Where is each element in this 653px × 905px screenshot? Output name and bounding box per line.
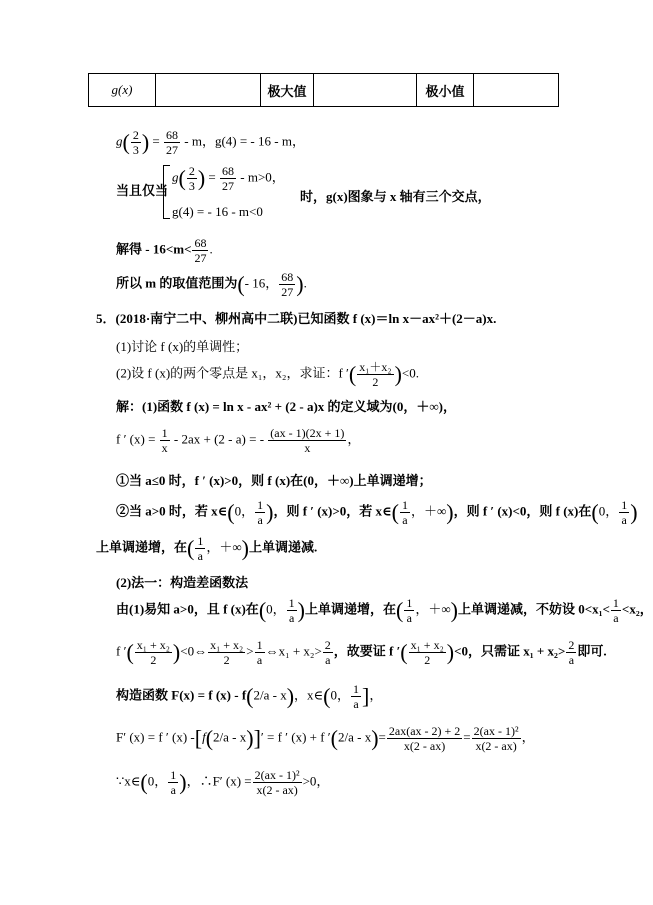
numerator: x₁ + x₂ (136, 638, 170, 652)
denominator: x (161, 441, 168, 455)
numerator: 1 (621, 498, 628, 512)
table-cell-max (261, 74, 314, 107)
numerator: 1 (257, 498, 264, 512)
text: - 16， (244, 275, 279, 291)
numerator: 1 (353, 682, 359, 696)
text: - m>0， (240, 169, 285, 185)
construct-line: 构造函数 F(x) = f (x) - f(2/a - x)，x∈(0， $\frac{1}{a}$ ]， (116, 682, 383, 711)
numerator: 68 (166, 128, 178, 142)
text: 上单调递增，在 (96, 539, 188, 555)
text: 2/a - x (337, 729, 372, 745)
text: 5．(2018·南宁二中、柳州高中二联)已知函数 f (x)＝ln x－ax²＋(2－a)x. (96, 311, 497, 326)
fraction (255, 498, 265, 527)
text: 解：(1)函数 f (x) = ln x - ax² + (2 - a)x 的定义域为(0，＋∞)， (116, 399, 456, 414)
denominator: a (256, 653, 263, 667)
numerator: 2 (132, 128, 139, 142)
denominator: 3 (188, 179, 195, 193)
text: ，＋∞ (410, 503, 447, 519)
text: ∵x∈ (116, 773, 141, 789)
fraction (472, 724, 521, 753)
math-line-3 (116, 236, 213, 265)
numerator: 2ax(ax - 2) + 2 (388, 724, 461, 738)
numerator: (ax - 1)(2x + 1) (270, 426, 345, 440)
text: - 2ax + (2 - a) = - (173, 431, 265, 447)
solution-1 (116, 396, 456, 415)
text: <0，只需证 x₁ + x₂> (454, 643, 566, 659)
fraction (387, 724, 462, 753)
text: 2/a - x (213, 729, 247, 745)
text: ，则 f ′ (x)>0，若 x∈ (273, 503, 392, 519)
table-row (89, 74, 559, 107)
text: 0， (330, 687, 350, 703)
fraction (195, 534, 205, 563)
denominator: 2 (150, 653, 157, 667)
cell-text: 极小值 (425, 83, 465, 99)
case-2-cont: 上单调递增，在( $\frac{1}{a}$ ，＋∞)上单调递减. (96, 534, 318, 563)
text: F′ (x) = f ′ (x) - (116, 729, 195, 745)
numerator: 68 (222, 164, 234, 178)
fraction (611, 596, 621, 625)
numerator: 1 (256, 638, 263, 652)
numerator: 1 (161, 426, 168, 440)
denominator: a (257, 513, 263, 527)
fraction (168, 768, 178, 797)
part-2-line-1: 由(1)易知 a>0，且 f (x)在(0， $\frac{1}{a}$ )上单调递增，在( $\frac{1}{a}$ ，＋∞)上单调递减，不妨设 0<x₁< $\frac{1}{a}$ <x₂， (116, 596, 653, 625)
problem-5 (96, 308, 496, 327)
text: 构造函数 F(x) = f (x) - f (116, 687, 247, 703)
problem-5-part-1 (116, 336, 248, 355)
numerator: 1 (406, 596, 413, 610)
fraction (253, 768, 302, 797)
denominator: a (170, 783, 176, 797)
numerator: 2(ax - 1)² (254, 768, 300, 782)
system-row-1: g( $\frac{2}{3}$ ) = $\frac{68}{27}$ - m>0， (172, 164, 285, 193)
numerator: 2 (324, 638, 331, 652)
numerator: 1 (197, 534, 204, 548)
fraction (187, 164, 197, 193)
fraction (619, 498, 629, 527)
cell-text: g(x) (111, 82, 133, 97)
numerator: 68 (281, 270, 294, 284)
denominator: a (568, 653, 575, 667)
text: = (152, 133, 160, 149)
fraction (279, 270, 295, 299)
text: ，则 f ′ (x)<0，则 f (x)在 (453, 503, 592, 519)
table-cell-min (417, 74, 474, 107)
text: >0， (302, 773, 330, 789)
numerator: x₁ + x₂ (410, 638, 444, 652)
fraction (566, 638, 576, 667)
fraction (164, 128, 180, 157)
conclusion-line: ∵x∈(0， $\frac{1}{a}$ )，∴F′ (x) = $\frac{\text{2(ax - 1)²}}{x(2 - ax)}$ >0， (116, 768, 330, 797)
numerator: 1 (401, 498, 408, 512)
fraction (208, 638, 245, 667)
text: 0， (234, 503, 255, 519)
table-cell-label (89, 74, 156, 107)
text: ，∴F′ (x) = (186, 773, 252, 789)
text: ′ (260, 729, 264, 745)
text: 上单调递减. (248, 539, 318, 555)
denominator: a (197, 549, 203, 563)
text: ①当 a≤0 时，f ′ (x)>0，则 f (x)在(0，＋∞)上单调递增； (116, 473, 432, 488)
fraction (409, 638, 446, 667)
cell-text: 极大值 (267, 83, 307, 99)
fraction (255, 638, 265, 667)
numerator: 68 (194, 236, 207, 250)
denominator: 27 (194, 251, 207, 265)
extrema-table (88, 73, 559, 107)
text: ，x∈ (294, 687, 324, 703)
text: ，故要证 f ′ (333, 643, 401, 659)
text: 0， (266, 601, 286, 617)
denominator: a (402, 513, 408, 527)
text: 上单调递增，在 (304, 601, 396, 617)
text: 0， (598, 503, 619, 519)
fraction (351, 682, 361, 711)
text: 当且仅当 (116, 183, 169, 198)
text: g (116, 133, 123, 149)
fraction (357, 360, 393, 389)
system-row-2 (172, 204, 263, 220)
math-line-4: 所以 m 的取值范围为(- 16， $\frac{68}{27}$ ). (116, 270, 307, 299)
text: <0⇔ (180, 643, 208, 659)
text: = (378, 729, 386, 745)
text: ， (347, 431, 361, 447)
text: ， (369, 687, 383, 703)
denominator: a (621, 513, 627, 527)
fraction (323, 638, 333, 667)
text: <0. (401, 365, 420, 381)
F-derivative-line: F′ (x) = f ′ (x) -[f(2/a - x)]′ = f ′ (x) + f ′(2/a - x)= $\frac{2ax(ax - 2) + 2}{x(2 - ax)}$ = $\frac{\text{2(ax - 1)²}}{x(2 - ax)}$ ， (116, 724, 535, 753)
part-2-heading (116, 572, 248, 591)
text: ②当 a>0 时，若 x∈ (116, 503, 228, 519)
problem-5-part-2: (2)设 f (x)的两个零点是 x₁，x₂，求证：f ′( $\frac{\text{x₁＋x₂}}{2}$ )<0. (116, 360, 420, 389)
text: ，＋∞ (415, 601, 451, 617)
text: f ′ (116, 643, 127, 659)
fraction (400, 498, 410, 527)
denominator: 3 (132, 143, 139, 157)
numerator: x₁＋x₂ (359, 360, 392, 374)
denominator: 27 (222, 179, 234, 193)
fraction (192, 236, 208, 265)
denominator: a (613, 611, 619, 625)
text: = f ′ (x) + f ′ (266, 729, 331, 745)
part-2-line-2: f ′( $\frac{\text{x₁ + x₂}}{2}$ )<0⇔ $\frac{\text{x₁ + x₂}}{2}$ > $\frac{1}{a}$ ⇔x₁ + x₂> $\frac{2}{a}$ ，故要证 f ′( $\frac{\text{x₁ + x₂}}{2}$ )<0，只需证 x₁ + x₂> $\frac{2}{a}$ 即可. (116, 638, 607, 667)
fraction (404, 596, 414, 625)
fraction (160, 426, 170, 455)
denominator: 27 (166, 143, 178, 157)
text: g(4) = - 16 - m<0 (172, 204, 263, 219)
numerator: 1 (288, 596, 295, 610)
text: 即可. (577, 643, 607, 659)
table-cell (314, 74, 417, 107)
denominator: a (353, 697, 359, 711)
text: (1)讨论 f (x)的单调性； (116, 339, 249, 354)
text: ，＋∞ (206, 539, 242, 555)
math-line-1: g( $\frac{2}{3}$ ) = $\frac{68}{27}$ - m，g(4) = - 16 - m， (116, 128, 305, 157)
table-cell (474, 74, 559, 107)
text: <x₂， (621, 601, 653, 617)
text: 时，g(x)图象与 x 轴有三个交点， (300, 189, 491, 204)
text: ， (521, 729, 535, 745)
fraction (131, 128, 141, 157)
text: 解得 - 16<m< (116, 241, 192, 257)
denominator: x(2 - ax) (403, 739, 446, 753)
text: > (246, 643, 254, 659)
denominator: a (325, 653, 331, 667)
text: (2)设 f (x)的两个零点是 x₁，x₂，求证：f ′ (116, 365, 349, 381)
fraction (135, 638, 172, 667)
text: . (303, 275, 307, 291)
text: 由(1)易知 a>0，且 f (x)在 (116, 601, 259, 617)
table-cell (156, 74, 261, 107)
denominator: a (288, 611, 295, 625)
denominator: x(2 - ax) (475, 739, 517, 753)
derivative-line (116, 426, 360, 455)
denominator: 2 (223, 653, 230, 667)
text: = (463, 729, 471, 745)
case-1 (116, 470, 432, 489)
denominator: 27 (281, 285, 294, 299)
text: = (208, 169, 216, 185)
denominator: 2 (372, 375, 379, 389)
fraction (287, 596, 297, 625)
brace (163, 165, 170, 219)
numerator: 2 (188, 164, 195, 178)
text: (2)法一：构造差函数法 (116, 575, 249, 590)
text: 0， (147, 773, 168, 789)
denominator: a (406, 611, 412, 625)
denominator: x(2 - ax) (256, 783, 298, 797)
text: - m，g(4) = - 16 - m， (184, 133, 305, 149)
numerator: 1 (612, 596, 619, 610)
numerator: 2(ax - 1)² (473, 724, 519, 738)
text: f ′ (x) = (116, 431, 156, 447)
denominator: 2 (424, 653, 431, 667)
denominator: x (304, 441, 311, 455)
math-line-2-suffix (300, 186, 491, 205)
numerator: x₁ + x₂ (210, 638, 244, 652)
text: 所以 m 的取值范围为 (116, 275, 238, 291)
text: . (209, 241, 213, 257)
fraction (220, 164, 236, 193)
text: ⇔x₁ + x₂> (265, 643, 322, 659)
numerator: 2 (568, 638, 575, 652)
fraction (268, 426, 346, 455)
text: 上单调递减，不妨设 0<x₁< (457, 601, 610, 617)
text: 2/a - x (253, 687, 287, 703)
math-line-2-prefix (116, 180, 168, 199)
text: g (172, 169, 179, 185)
case-2: ②当 a>0 时，若 x∈(0， $\frac{1}{a}$ )，则 f ′ (x)>0，若 x∈( $\frac{1}{a}$ ，＋∞)，则 f ′ (x)<0，则 f (x)在(0， $\frac{1}{a}$ ) (116, 498, 638, 527)
numerator: 1 (170, 768, 177, 782)
